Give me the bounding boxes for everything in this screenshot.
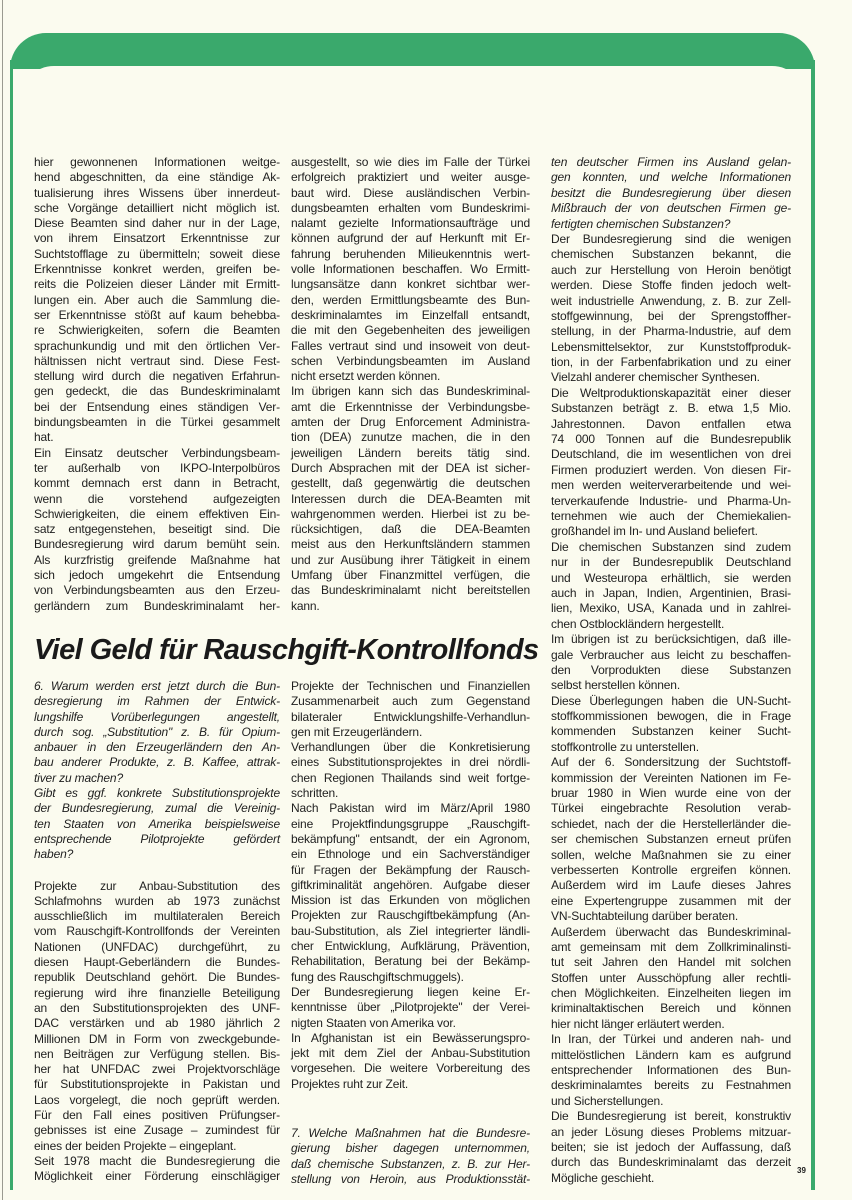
text-line: kenntnisse über „Pilotprojekte" der Verei- xyxy=(291,1000,530,1015)
question-paragraph xyxy=(34,679,280,786)
text-line: Der Bundesregierung liegen keine Er- xyxy=(291,984,530,999)
text-line: sich jedoch umgekehrt die Entsendung xyxy=(34,568,280,583)
paragraph xyxy=(291,801,530,985)
text-line: Diese Überlegungen haben die UN-Sucht- xyxy=(551,693,791,708)
text-line: Erkenntnisse konkret werden, greifen be- xyxy=(34,262,280,277)
paragraph xyxy=(291,740,530,801)
text-line: diesen Haupt-Geberländern die Bundes- xyxy=(34,955,280,970)
text-line: ten Staaten von Amerika beispielsweise xyxy=(34,816,280,831)
text-line: chemischen Substanzen bekannt, die xyxy=(551,247,791,262)
text-line: amt die Erkenntnisse der Verbindungsbe- xyxy=(291,399,530,414)
text-line: ternehmen wie auch der Chemiekalien- xyxy=(551,508,791,523)
text-line: 6. Warum werden erst jetzt durch die Bun- xyxy=(34,679,280,693)
text-line: lien, Mexiko, USA, Kanada und in zahlrei- xyxy=(551,601,791,616)
text-line: Möglichkeit einer Förderung einschlägiger xyxy=(34,1169,280,1184)
text-line: tion, in der Farbenfabrikation und zu einer xyxy=(551,355,791,370)
text-line: Vielzahl anderer chemischer Synthesen. xyxy=(551,370,760,385)
text-line: erfolgreich praktiziert und weiter ausge- xyxy=(291,170,530,185)
text-line: entsprechende Pilotprojekte gefördert xyxy=(34,831,280,846)
text-line: bekämpfung" entsandt, der ein Agronom, xyxy=(291,831,530,846)
paragraph xyxy=(34,155,280,446)
text-line: eines der beiden Projekte – eingeplant. xyxy=(34,1138,237,1153)
text-line: mittelöstlichen Ländern kam es aufgrund xyxy=(551,1047,791,1062)
text-line: Außerdem überwacht das Bundeskriminal- xyxy=(551,924,791,939)
text-line: Bundesregierung wird darum bemüht sein. xyxy=(34,537,280,552)
text-line: Im übrigen ist zu berücksichtigen, daß ille- xyxy=(551,632,791,647)
text-line: weit industrielle Anwendung, z. B. zur Zell- xyxy=(551,293,791,308)
text-line: Verhandlungen über die Konkretisierung xyxy=(291,740,530,755)
text-line: an jeder Lösung dieses Problems mitzuar- xyxy=(551,1124,791,1139)
paragraph xyxy=(551,386,791,540)
text-line: bau anderer Produkte, z. B. Kaffee, attrak- xyxy=(34,755,280,770)
text-line: eine Expertengruppe zusammen mit der xyxy=(551,893,791,908)
text-line: Die Weltproduktionskapazität einer dieser xyxy=(551,385,791,400)
text-line: ser chemischen Substanzen erneut prüfen xyxy=(551,832,791,847)
text-line: auch in Japan, Indien, Argentinien, Brasi- xyxy=(551,585,791,600)
text-line: Schwierigkeiten, die einem effektiven Ein- xyxy=(34,506,280,521)
text-line: schen Verbindungsbeamten im Ausland xyxy=(291,353,530,368)
text-line: und zur Ausübung ihrer Tätigkeit in einem xyxy=(291,552,530,567)
text-line: beiten; sie ist jedoch der Auffassung, daß xyxy=(551,1140,791,1154)
text-line: gierung bisher dagegen unternommen, xyxy=(291,1141,530,1156)
text-line: ter außerhalb von IKPO-Interpolbüros xyxy=(34,460,280,475)
text-line: dungsbeamten erhalten vom Bundeskrimi- xyxy=(291,200,530,215)
text-line: DAC verstärken und ab 1980 jährlich 2 xyxy=(34,1016,280,1031)
frame-inner-cutout xyxy=(20,66,806,126)
text-line: bau-Substitution, als Ziel integrierter ländli- xyxy=(291,923,530,938)
text-line: sche Vorgänge detailliert nicht möglich ist. xyxy=(34,200,280,215)
text-line: desregierung im Rahmen der Entwick- xyxy=(34,694,280,709)
text-line: der Bundesregierung, zumal die Vereinig- xyxy=(34,801,280,816)
text-line: terverkaufende Industrie- und Pharma-Un- xyxy=(551,493,791,508)
text-line: Türkei eingebrachte Resolution verab- xyxy=(551,801,791,816)
text-line: amten der Drug Enforcement Administra- xyxy=(291,415,530,430)
text-line: durch sog. „Substitution" z. B. für Opium- xyxy=(34,724,280,739)
text-line: Projekte der Technischen und Finanziellen xyxy=(291,679,530,693)
text-line: ausschließlich im multilateralen Bereich xyxy=(34,909,280,924)
text-line: Interessen durch die DEA-Beamten mit xyxy=(291,491,530,506)
text-line: stoffkommissionen bewogen, die in Frage xyxy=(551,709,791,724)
text-line: kommt demnach erst dann in Betracht, xyxy=(34,476,280,491)
text-line: gen mit Erzeugerländern. xyxy=(291,724,423,739)
paragraph xyxy=(551,540,791,632)
text-line: gebnisses ist eine Zusage – zumindest für xyxy=(34,1123,280,1138)
question-paragraph xyxy=(291,1126,530,1187)
paragraph xyxy=(34,446,280,614)
text-line: Jahrestonnen. Davon entfallen etwa xyxy=(551,416,791,431)
top-column-1 xyxy=(34,155,280,614)
text-line: gestellt, daß gegenwärtig die deutschen xyxy=(291,476,530,491)
text-line: eine Projektfindungsgruppe „Rauschgift- xyxy=(291,816,530,831)
text-line: nen Beiträgen zur Verfügung stellen. Bis- xyxy=(34,1046,280,1061)
text-line: tut seit Jahren den Handel mit solchen xyxy=(551,955,791,970)
paragraph xyxy=(291,679,530,740)
text-line: ten deutscher Firmen ins Ausland gelan- xyxy=(551,155,791,169)
text-line: giftkriminalität angehören. Aufgabe dieser xyxy=(291,877,530,892)
text-line: tiver zu machen? xyxy=(34,770,123,785)
text-line: chen Ostblockländern hergestellt. xyxy=(551,616,725,631)
text-line: Gibt es ggf. konkrete Substitutionsprojekte xyxy=(34,786,280,801)
text-line: stellung wird durch die negativen Erfahrun- xyxy=(34,369,280,384)
text-line: Mögliche geschieht. xyxy=(551,1170,655,1185)
question-paragraph xyxy=(34,786,280,862)
text-line: an den Substitutionsprojekten des UNF- xyxy=(34,1000,280,1015)
text-line: Außerdem wird im Laufe dieses Jahres xyxy=(551,878,791,893)
text-line: 74 000 Tonnen auf die Bundesrepublik xyxy=(551,432,791,447)
text-line: Mission ist das Erkunden von möglichen xyxy=(291,893,530,908)
text-line: Lebensmittelsektor, zur Kunststoffproduk- xyxy=(551,339,791,354)
text-line: jekt mit dem Ziel der Anbau-Substitution xyxy=(291,1046,530,1061)
text-line: Millionen DM in Form von zweckgebunde- xyxy=(34,1031,280,1046)
text-line: re Schwierigkeiten, sofern die Beamten xyxy=(34,323,280,338)
paragraph xyxy=(34,1154,280,1185)
text-line: stellung, in der Pharma-Industrie, auf dem xyxy=(551,324,791,339)
text-line: großhandel im In- und Ausland beliefert. xyxy=(551,524,758,539)
text-line: hältnissen nicht vertraut sind. Diese Fest- xyxy=(34,353,280,368)
text-line: den, werden Ermittlungsbeamte des Bun- xyxy=(291,292,530,307)
text-line: Substanzen beträgt z. B. etwa 1,5 Mio. xyxy=(551,401,791,416)
paragraph xyxy=(291,155,530,384)
text-line: Der Bundesregierung sind die wenigen xyxy=(551,231,791,246)
text-line: fahrung beruhenden Milieukenntnis wert- xyxy=(291,246,530,261)
text-line: gerländern zum Bundeskriminalamt her- xyxy=(34,598,280,613)
paragraph xyxy=(291,384,530,613)
bottom-column-1 xyxy=(34,679,280,1185)
text-line: verbesserten Kontrolle ergreifen können. xyxy=(551,862,791,877)
text-line: cher Entwicklung, Aufklärung, Prävention, xyxy=(291,939,530,954)
text-line: hier nicht länger erläutert werden. xyxy=(551,1016,725,1031)
section-headline: Viel Geld für Rauschgift-Kontrollfonds xyxy=(34,634,539,666)
scan-edge xyxy=(2,0,3,1200)
text-line: bruar 1980 in Wien wurde eine von der xyxy=(551,786,791,801)
text-line: bilateraler Entwicklungshilfe-Verhandlun- xyxy=(291,709,530,724)
text-line: kriminaltaktischen Bereich und können xyxy=(551,1001,791,1016)
text-line: durch das Bundeskriminalamt das derzeit xyxy=(551,1155,791,1170)
text-line: Zusammenarbeit auch zum Gegenstand xyxy=(291,694,530,709)
text-line: von ihrem Einsatzort Erkenntnisse zur xyxy=(34,231,280,246)
text-line: Nationen (UNFDAC) durchgeführt, zu xyxy=(34,939,280,954)
text-line: gen konnten, und welche Informationen xyxy=(551,170,791,185)
text-line: das Bundeskriminalamt nicht bereitstellen xyxy=(291,583,530,598)
text-line: hend abgeschnitten, da eine ständige Ak- xyxy=(34,170,280,185)
text-line: sprachunkundig und mit den örtlichen Ver- xyxy=(34,338,280,353)
text-line: meist aus den Herkunftsländern stammen xyxy=(291,537,530,552)
text-line: hat. xyxy=(34,430,54,445)
text-line: Projekte zur Anbau-Substitution des xyxy=(34,878,280,893)
paragraph xyxy=(551,1032,791,1109)
text-line: Auf der 6. Sondersitzung der Suchtstoff- xyxy=(551,755,791,770)
text-line: die mit den Gegebenheiten des jeweiligen xyxy=(291,323,530,338)
text-line: bindungsbeamten in die Türkei gesammelt xyxy=(34,415,280,430)
text-line: ausgestellt, so wie dies im Falle der Türkei xyxy=(291,155,530,169)
paragraph xyxy=(551,632,791,694)
text-line: daß chemische Substanzen, z. B. zur Her- xyxy=(291,1156,530,1171)
text-line: kommenden Substanzen keiner Sucht- xyxy=(551,724,791,739)
text-line: stellung von Heroin, aus Produktionsstät- xyxy=(291,1171,530,1186)
text-line: deskriminalamtes bereits zu Festnahmen xyxy=(551,1078,791,1093)
text-line: Suchtstofflage zu übermitteln; soweit diese xyxy=(34,246,280,261)
text-line: Im übrigen kann sich das Bundeskriminal- xyxy=(291,384,530,399)
text-line: satz entgegenstehen, beseitigt sind. Die xyxy=(34,522,280,537)
text-line: Umfang über Finanzmittel verfügen, die xyxy=(291,568,530,583)
text-line: Die chemischen Substanzen sind zudem xyxy=(551,539,791,554)
paragraph xyxy=(34,879,280,1154)
green-frame-top xyxy=(10,33,815,69)
text-line: wenn die vorstehend aufgezeigten xyxy=(34,491,280,506)
text-line: In Iran, der Türkei und anderen nah- und xyxy=(551,1032,791,1047)
text-line: fung des Rauschgiftschmuggels). xyxy=(291,969,464,984)
text-line: bei der Entsendung eines ständigen Ver- xyxy=(34,399,280,414)
text-line: stoffkontrolle zu unterstellen. xyxy=(551,739,699,754)
top-column-2 xyxy=(291,155,530,614)
bottom-column-2-question xyxy=(291,1126,530,1187)
green-frame-left xyxy=(10,60,13,1190)
text-line: republik Deutschland gehört. Die Bundes- xyxy=(34,970,280,985)
paragraph xyxy=(551,694,791,756)
text-line: den Vorprodukten diese Substanzen xyxy=(551,662,791,677)
text-line: hier gewonnenen Informationen weitge- xyxy=(34,155,280,169)
text-line: lungsansätze dann konkret sichtbar wer- xyxy=(291,277,530,292)
text-line: nur in der Bundesrepublik Deutschland xyxy=(551,555,791,570)
text-line: kann. xyxy=(291,598,320,613)
text-line: und Westeuropa erhältlich, sie werden xyxy=(551,570,791,585)
page-number: 39 xyxy=(797,1166,806,1175)
text-line: werden. Diese Stoffe finden jedoch welt- xyxy=(551,278,791,293)
bottom-column-2 xyxy=(291,679,530,1092)
text-line: wahrgenommen werden. Hierbei ist zu be- xyxy=(291,506,530,521)
text-line: reits die Polizeien dieser Länder mit Ermitt- xyxy=(34,277,280,292)
text-line: VN-Suchtabteilung darüber beraten. xyxy=(551,909,739,924)
text-line: schiedet, nach der die Herstellerländer die- xyxy=(551,816,791,831)
text-line: Diese Beamten sind daher nur in der Lage, xyxy=(34,216,280,231)
paragraph xyxy=(551,925,791,1033)
text-line: In Afghanistan ist ein Bewässerungspro- xyxy=(291,1030,530,1045)
text-line: Schlafmohns wurden ab 1973 zunächst xyxy=(34,893,280,908)
text-line: volle Informationen beschaffen. Wo Ermitt- xyxy=(291,262,530,277)
text-line: Stoffen unter Ausschöpfung aller rechtli- xyxy=(551,970,791,985)
text-line: besitzt die Bundesregierung über diesen xyxy=(551,185,791,200)
text-line: her hat UNFDAC zwei Projektvorschläge xyxy=(34,1062,280,1077)
text-line: Als kurzfristig greifende Maßnahme hat xyxy=(34,552,280,567)
text-line: Nach Pakistan wird im März/April 1980 xyxy=(291,801,530,816)
text-line: Seit 1978 macht die Bundesregierung die xyxy=(34,1153,280,1168)
text-line: lungen ein. Aber auch die Sammlung die- xyxy=(34,292,280,307)
text-line: vorgesehen. Die weitere Vorbereitung des xyxy=(291,1061,530,1076)
text-line: deskriminalamtes im Einzelfall entsandt, xyxy=(291,307,530,322)
green-frame-right xyxy=(811,60,815,1190)
text-line: schritten. xyxy=(291,786,339,801)
text-line: kommission der Vereinten Nationen im Fe- xyxy=(551,770,791,785)
question-paragraph xyxy=(551,155,791,232)
text-line: nigten Staaten von Amerika vor. xyxy=(291,1015,456,1030)
text-line: Projektes ruht zur Zeit. xyxy=(291,1076,409,1091)
text-line: sollen, welche Maßnahmen sie zu einer xyxy=(551,847,791,862)
text-line: gale Verbraucher aus leicht zu beschaffen- xyxy=(551,647,791,662)
text-line: von Verbindungsbeamten aus den Erzeu- xyxy=(34,583,280,598)
text-line: für Fragen der Bekämpfung der Rausch- xyxy=(291,862,530,877)
text-line: 7. Welche Maßnahmen hat die Bundesre- xyxy=(291,1126,530,1140)
text-line: Für den Fall eines positiven Prüfungser- xyxy=(34,1108,280,1123)
text-line: fertigten chemischen Substanzen? xyxy=(551,216,731,231)
text-line: auch zur Herstellung von Heroin benötigt xyxy=(551,262,791,277)
text-line: nicht ersetzt werden können. xyxy=(291,369,441,384)
text-line: haben? xyxy=(34,847,74,862)
text-line: und Sicherstellungen. xyxy=(551,1093,664,1108)
text-line: eines Substitutionsprojektes in drei nördli- xyxy=(291,755,530,770)
paragraph xyxy=(551,755,791,924)
text-line: vom Rauschgift-Kontrollfonds der Vereinten xyxy=(34,924,280,939)
text-line: Projekten zur Rauschgiftbekämpfung (An- xyxy=(291,908,530,923)
text-line: chen Möglichkeiten. Einzelheiten liegen im xyxy=(551,986,791,1001)
paragraph xyxy=(291,1031,530,1092)
text-line: jeweiligen Ländern bereits tätig sind. xyxy=(291,445,530,460)
text-line: Ein Einsatz deutscher Verbindungsbeam- xyxy=(34,445,280,460)
text-line: entsprechender Informationen des Bun- xyxy=(551,1063,791,1078)
text-line: Die Bundesregierung ist bereit, konstruktiv xyxy=(551,1109,791,1124)
text-line: gen gedeckt, die das Bundeskriminalamt xyxy=(34,384,280,399)
text-line: Deutschland, die im wesentlichen von drei xyxy=(551,447,791,462)
text-line: baut wird. Diese ausländischen Verbin- xyxy=(291,185,530,200)
text-line: regierung wird ihre finanzielle Beteiligung xyxy=(34,985,280,1000)
text-line: Durch Absprachen mit der DEA ist sicher- xyxy=(291,460,530,475)
text-line: Laos vorgelegt, die noch geprüft werden. xyxy=(34,1092,280,1107)
text-line: Rehabilitation, Beratung bei der Bekämp- xyxy=(291,954,530,969)
paragraph xyxy=(551,232,791,386)
text-line: ein Ethnologe und ein Sachverständiger xyxy=(291,847,530,862)
text-line: chen Regionen Thailands sind weit fortge- xyxy=(291,770,530,785)
paragraph xyxy=(291,985,530,1031)
paragraph xyxy=(551,1109,791,1186)
text-line: men werden weiterverarbeitende und wei- xyxy=(551,478,791,493)
text-line: für Substitutionsprojekte in Pakistan und xyxy=(34,1077,280,1092)
text-line: anbauer in den Erzeugerländern den An- xyxy=(34,740,280,755)
text-line: Firmen produziert werden. Von diesen Fir- xyxy=(551,462,791,477)
text-line: nalamt gezielte Informationsaufträge und xyxy=(291,216,530,231)
text-line: Mißbrauch der von deutschen Firmen ge- xyxy=(551,201,791,216)
text-line: tualisierung ihres Wissens über innerdeut- xyxy=(34,185,280,200)
text-line: lungshilfe Vorüberlegungen angestellt, xyxy=(34,709,280,724)
text-line: ser Erkenntnisse stößt auf kaum behebba- xyxy=(34,307,280,322)
text-line: Falles vertraut sind und insoweit von deut- xyxy=(291,338,530,353)
text-line: tion (DEA) zunutze machen, die in den xyxy=(291,430,530,445)
text-line: stoffgewinnung, bei der Sprengstoffher- xyxy=(551,308,791,323)
text-line: können aufgrund der auf Herkunft mit Er- xyxy=(291,231,530,246)
text-line: amt gemeinsam mit dem Zollkriminalinsti- xyxy=(551,939,791,954)
text-line: selbst herstellen können. xyxy=(551,678,681,693)
column-3 xyxy=(551,155,791,1186)
text-line: rücksichtigen, daß die DEA-Beamten xyxy=(291,522,530,537)
